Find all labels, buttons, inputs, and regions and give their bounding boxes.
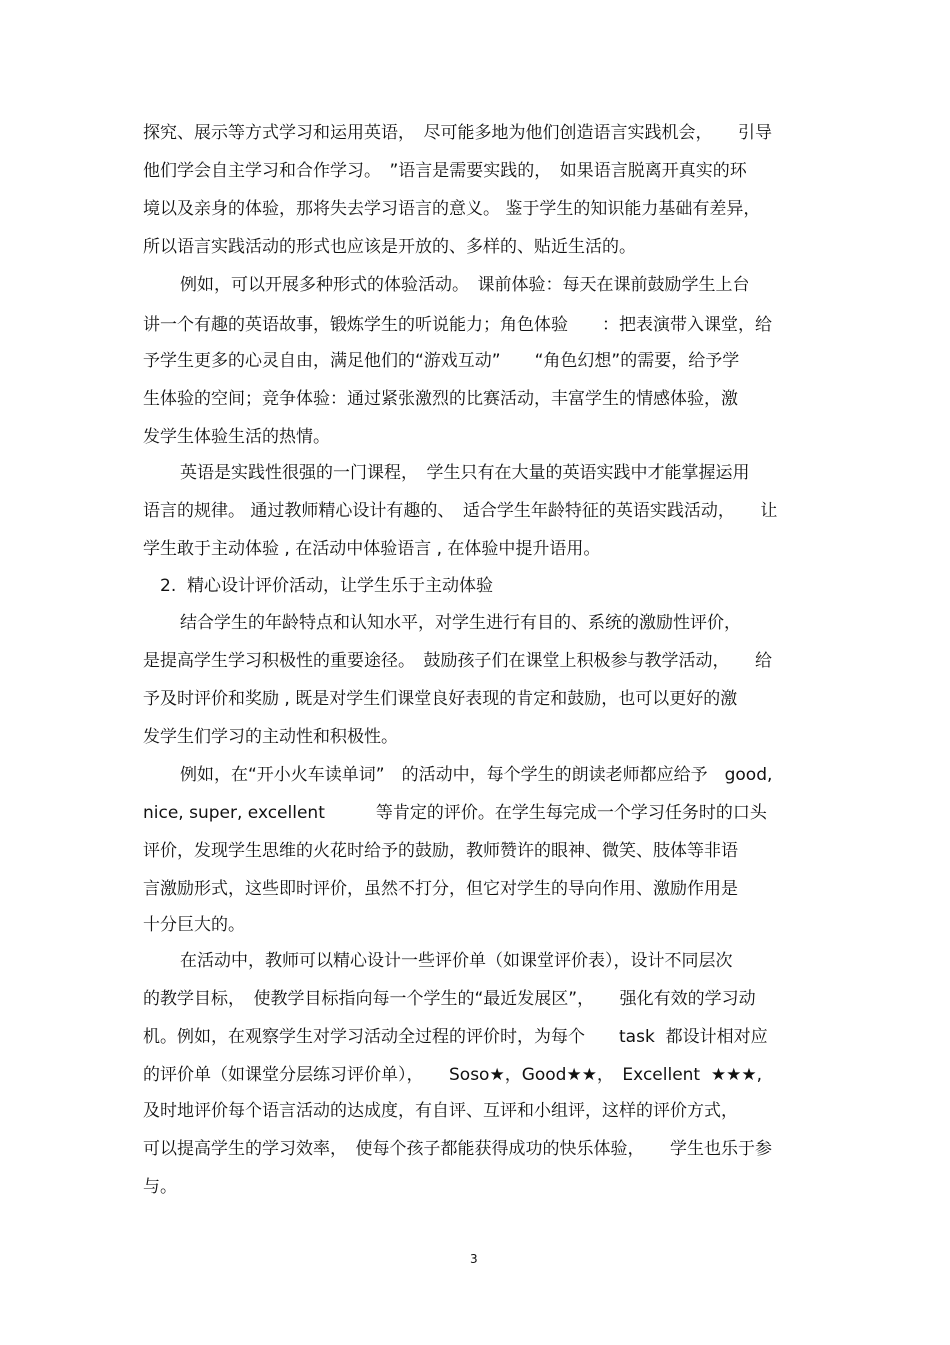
text-line: 的评价单（如课堂分层练习评价单）， Soso★，Good★★， Excellent ★★★, [143,1065,763,1085]
text-line: 与。 [143,1177,177,1197]
text-line: 及时地评价每个语言活动的达成度，有自评、互评和小组评，这样的评价方式， [143,1101,738,1121]
text-line: 十分巨大的。 [143,915,245,935]
text-line: 他们学会自主学习和合作学习。 ”语言是需要实践的， 如果语言脱离开真实的环 [143,161,747,181]
text-line: 境以及亲身的体验，那将失去学习语言的意义。 鉴于学生的知识能力基础有差异， [143,199,761,219]
text-line: 予及时评价和奖励 , 既是对学生们课堂良好表现的肯定和鼓励，也可以更好的激 [143,689,738,709]
text-line: 所以语言实践活动的形式也应该是开放的、多样的、贴近生活的。 [143,237,636,257]
text-line: 生体验的空间；竞争体验：通过紧张激烈的比赛活动，丰富学生的情感体验，激 [143,389,738,409]
text-line: 例如，可以开展多种形式的体验活动。 课前体验：每天在课前鼓励学生上台 [180,275,750,295]
text-line: 机。例如，在观察学生对学习活动全过程的评价时，为每个 task 都设计相对应 [143,1027,768,1047]
text-line: 结合学生的年龄特点和认知水平，对学生进行有目的、系统的激励性评价， [180,613,741,633]
text-line: 例如，在“开小火车读单词” 的活动中，每个学生的朗读老师都应给予 good, [180,765,773,785]
text-line: 语言的规律。 通过教师精心设计有趣的、 适合学生年龄特征的英语实践活动， 让 [143,501,778,521]
page-number: 3 [470,1252,478,1266]
text-line: 的教学目标， 使教学目标指向每一个学生的“最近发展区”， 强化有效的学习动 [143,989,756,1009]
section-heading: 2. 精心设计评价活动，让学生乐于主动体验 [160,576,494,596]
text-line: 发学生体验生活的热情。 [143,427,330,447]
text-line: 评价，发现学生思维的火花时给予的鼓励，教师赞许的眼神、微笑、肢体等非语 [143,841,738,861]
text-line: 可以提高学生的学习效率， 使每个孩子都能获得成功的快乐体验， 学生也乐于参 [143,1139,772,1159]
text-line: 是提高学生学习积极性的重要途径。 鼓励孩子们在课堂上积极参与教学活动， 给 [143,651,772,671]
text-line: 英语是实践性很强的一门课程， 学生只有在大量的英语实践中才能掌握运用 [180,463,750,483]
text-line: 探究、展示等方式学习和运用英语， 尽可能多地为他们创造语言实践机会， 引导 [143,123,772,143]
text-line: 言激励形式，这些即时评价，虽然不打分，但它对学生的导向作用、激励作用是 [143,879,738,899]
text-line: 学生敢于主动体验 , 在活动中体验语言 , 在体验中提升语用。 [143,539,601,559]
text-line: 讲一个有趣的英语故事，锻炼学生的听说能力；角色体验 ：把表演带入课堂，给 [143,315,772,335]
text-line: nice, super, excellent 等肯定的评价。在学生每完成一个学习任务时的口头 [143,803,767,823]
text-line: 发学生们学习的主动性和积极性。 [143,727,398,747]
text-line: 在活动中，教师可以精心设计一些评价单（如课堂评价表），设计不同层次 [180,951,733,971]
text-line: 予学生更多的心灵自由，满足他们的“游戏互动” “角色幻想”的需要，给予学 [143,351,740,371]
